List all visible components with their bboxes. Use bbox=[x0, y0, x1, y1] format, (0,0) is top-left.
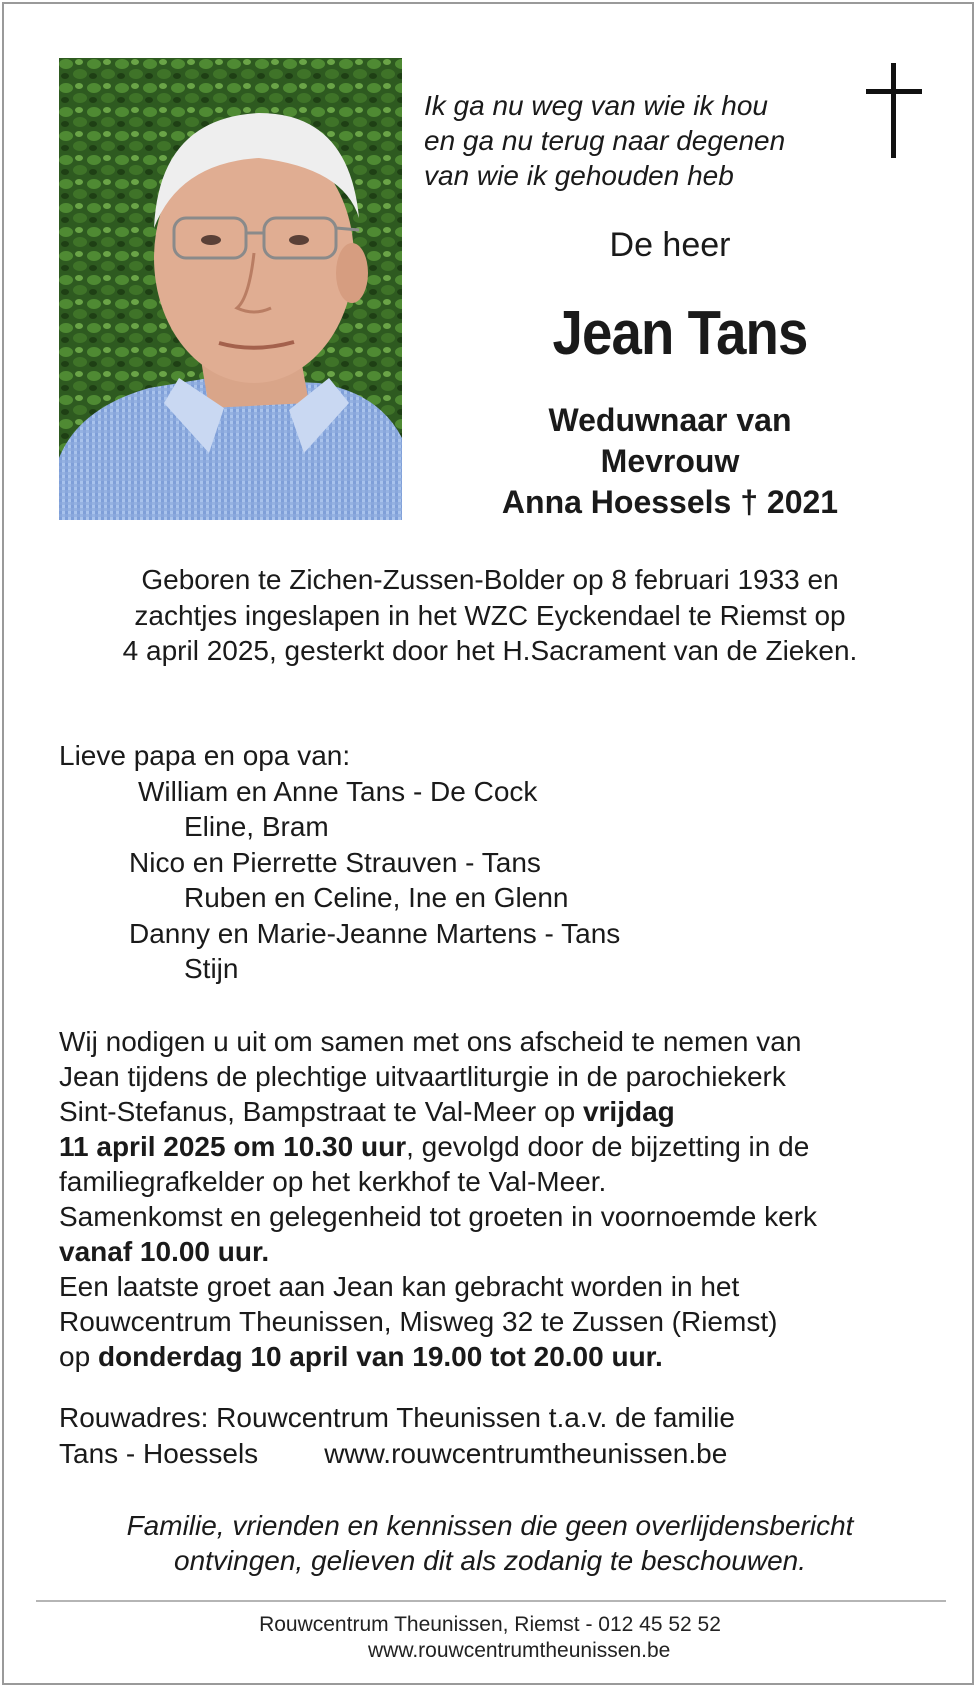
invite-line: Jean tijdens de plechtige uitvaartliturgie in de parochiekerk bbox=[59, 1061, 786, 1092]
family-parents: William en Anne Tans - De Cock bbox=[138, 775, 538, 807]
website-link[interactable]: www.rouwcentrumtheunissen.be bbox=[324, 1438, 728, 1469]
family-children: Eline, Bram bbox=[184, 811, 329, 842]
spouse-line: Anna Hoessels † 2021 bbox=[501, 484, 839, 520]
poem-text bbox=[424, 88, 844, 193]
visitation-time: donderdag 10 april van 19.00 tot 20.00 uur. bbox=[97, 1341, 663, 1372]
cross-icon bbox=[866, 63, 922, 158]
spouse-line: Mevrouw bbox=[600, 443, 740, 479]
address-line: Rouwadres: Rouwcentrum Theunissen t.a.v. de familie bbox=[59, 1402, 735, 1433]
invite-line: Wij nodigen u uit om samen met ons afscheid te nemen van bbox=[59, 1026, 802, 1057]
family-list bbox=[59, 738, 939, 987]
divider bbox=[36, 1600, 946, 1602]
notice-line: Familie, vrienden en kennissen die geen overlijdensbericht bbox=[126, 1510, 854, 1541]
footer-contact: Rouwcentrum Theunissen, Riemst - 012 45 52 52 bbox=[259, 1613, 721, 1636]
birth-death-details bbox=[40, 562, 940, 669]
invite-line: Rouwcentrum Theunissen, Misweg 32 te Zussen (Riemst) bbox=[59, 1306, 778, 1337]
poem-line: Ik ga nu weg van wie ik hou bbox=[424, 90, 768, 121]
mourning-address bbox=[59, 1400, 959, 1472]
invite-line: Een laatste groet aan Jean kan gebracht worden in het bbox=[59, 1271, 740, 1302]
closing-notice bbox=[40, 1508, 940, 1578]
invite-line: op donderdag 10 april van 19.00 tot 20.00 uur. bbox=[59, 1341, 663, 1372]
funeral-date-time: 11 april 2025 om 10.30 uur bbox=[59, 1131, 407, 1162]
gathering-time: vanaf 10.00 uur. bbox=[59, 1236, 270, 1267]
birth-line: 4 april 2025, gesterkt door het H.Sacrament van de Zieken. bbox=[122, 635, 858, 666]
birth-line: zachtjes ingeslapen in het WZC Eyckendael te Riemst op bbox=[134, 599, 846, 631]
spouse-info bbox=[440, 400, 900, 523]
family-intro: Lieve papa en opa van: bbox=[59, 740, 351, 771]
invite-line: familiegrafkelder op het kerkhof te Val-Meer. bbox=[59, 1166, 607, 1197]
poem-line: en ga nu terug naar degenen bbox=[424, 125, 786, 156]
funeral-day: vrijdag bbox=[582, 1096, 675, 1127]
footer bbox=[200, 1612, 780, 1664]
family-parents: Danny en Marie-Jeanne Martens - Tans bbox=[129, 917, 621, 949]
honorific-title: De heer bbox=[609, 226, 731, 264]
deceased-name: Jean Tans bbox=[552, 299, 808, 368]
invite-line: Samenkomst en gelegenheid tot groeten in voornoemde kerk bbox=[59, 1201, 818, 1232]
spouse-line: Weduwnaar van bbox=[548, 402, 792, 438]
invite-line: Sint-Stefanus, Bampstraat te Val-Meer op vrijdag bbox=[59, 1096, 675, 1127]
family-children: Stijn bbox=[184, 953, 239, 984]
poem-line: van wie ik gehouden heb bbox=[424, 160, 734, 191]
address-line: Tans - Hoessels www.rouwcentrumtheunissen.be bbox=[59, 1438, 728, 1469]
family-children: Ruben en Celine, Ine en Glenn bbox=[184, 882, 569, 913]
portrait-photo bbox=[59, 58, 402, 520]
invite-line: 11 april 2025 om 10.30 uur, gevolgd door de bijzetting in de bbox=[59, 1131, 810, 1162]
family-parents: Nico en Pierrette Strauven - Tans bbox=[129, 846, 541, 878]
notice-line: ontvingen, gelieven dit als zodanig te beschouwen. bbox=[174, 1545, 806, 1576]
birth-line: Geboren te Zichen-Zussen-Bolder op 8 februari 1933 en bbox=[141, 564, 839, 595]
funeral-invitation bbox=[59, 1024, 959, 1374]
footer-website-link[interactable]: www.rouwcentrumtheunissen.be bbox=[368, 1639, 671, 1662]
